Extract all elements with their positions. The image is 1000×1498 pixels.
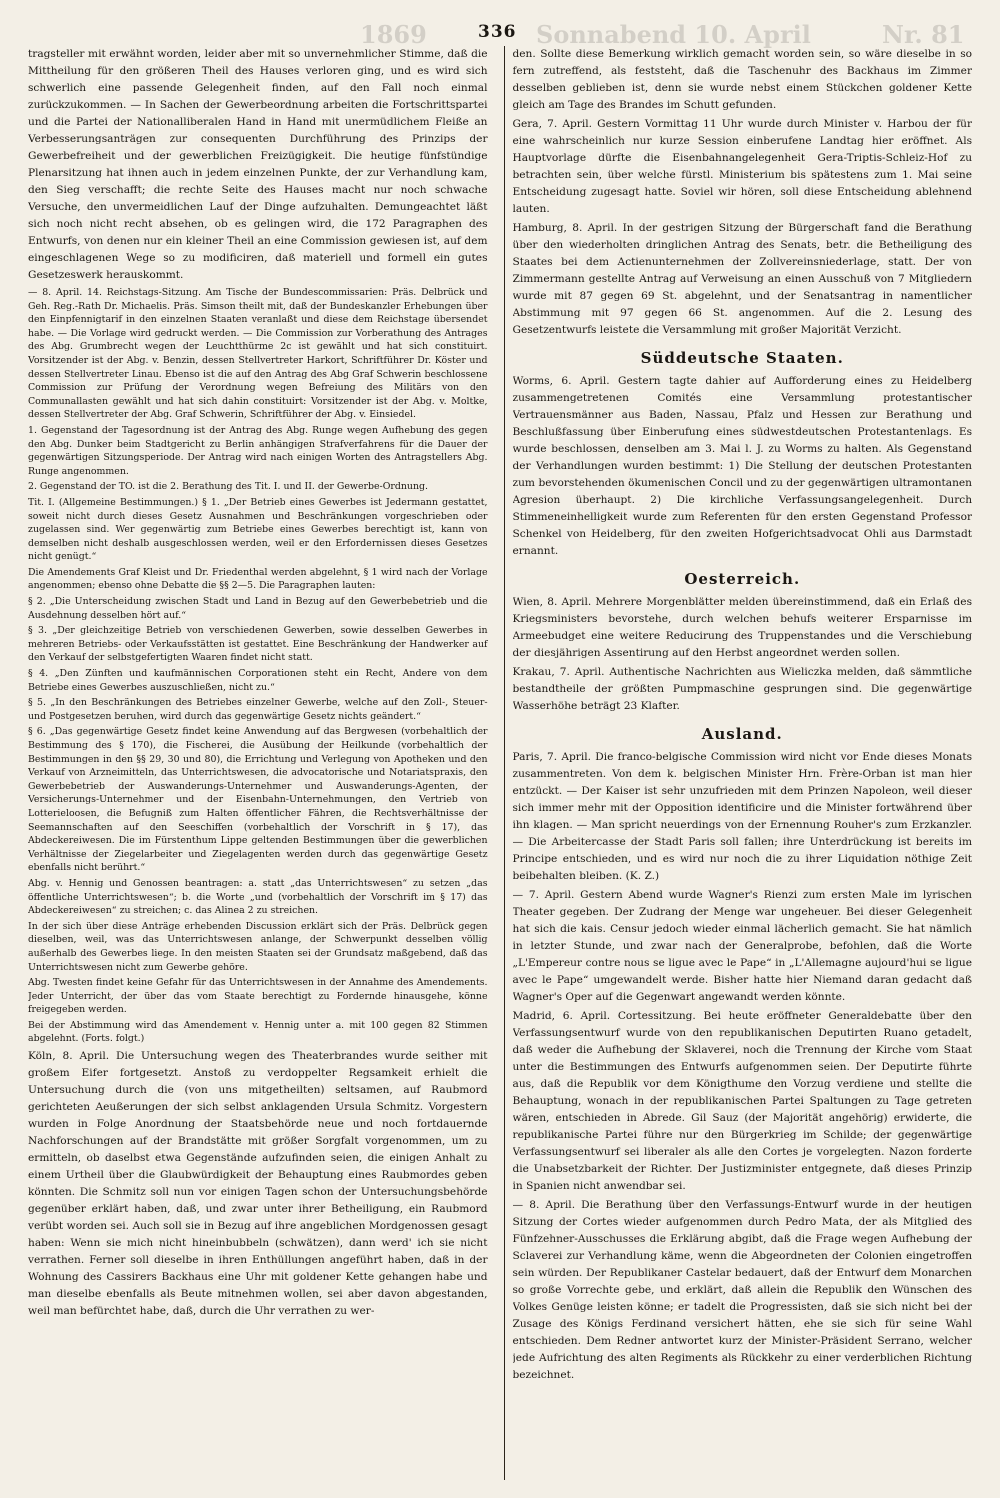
paragraph: — 8. April. 14. Reichstags-Sitzung. Am Tische der Bundescommissarien: Präs. Delbrück und Geh. Reg.-Rath Dr. Michaelis. Präs. Simson theilt mit, daß der Bundeskanzler Erhebungen über den Einpfennigtarif in den einzelnen Staaten veranlaßt und diese dem Reichstage übersendet habe. — Die Vorlage wird gedruckt werden. — Die Commission zur Vorberathung des Antrages des Abg. Grumbrecht wegen der Leuchtthürme 2c ist gewählt und hat sich constituirt. Vorsitzender ist der Abg. v. Benzin, dessen Stellvertreter Harkort, Schriftführer Dr. Köster und dessen Stellvertreter Linau. Ebenso ist die auf den Antrag des Abg Graf Schwerin beschlossene Commission zur Prüfung der Verordnung wegen Befreiung des Militärs von den Communallasten gewählt und hat sich dahin constituirt: Vorsitzender ist der Abg. v. Moltke, dessen Stellvertreter der Abg. Graf Schwerin, Schriftführer der Abg. v. Einsiedel. (28, 287, 488, 421)
paragraph: Abg. v. Hennig und Genossen beantragen: a. statt „das Unterrichtswesen“ zu setzen „das öffentliche Unterrichtswesen“; b. die Worte „und (vorbehaltlich der Vorschrift im § 17) das Abdeckereiwesen“ zu streichen; c. das Alinea 2 zu streichen. (28, 877, 488, 917)
paragraph: 2. Gegenstand der TO. ist die 2. Berathung des Tit. I. und II. der Gewerbe-Ordnung. (28, 481, 428, 493)
paragraph: § 5. „In den Beschränkungen des Betriebes einzelner Gewerbe, welche auf den Zoll-, Steuer- und Postgesetzen beruhen, wird durch das gegenwärtige Gesetz nichts geändert.“ (28, 697, 488, 722)
paragraph: Wien, 8. April. Mehrere Morgenblätter melden übereinstimmend, daß ein Erlaß des Kriegsministers bevorstehe, durch welchen behufs weiterer Ersparnisse im Armeebudget eine weitere Reducirung des Truppenstandes und die Verschiebung der diesjährigen Assentirung auf den Herbst angeordnet werden sollen. (512, 596, 973, 659)
paragraph: Bei der Abstimmung wird das Amendement v. Hennig unter a. mit 100 gegen 82 Stimmen abgelehnt. (Forts. folgt.) (28, 1019, 488, 1045)
paragraph: tragsteller mit erwähnt worden, leider aber mit so unvernehmlicher Stimme, daß die Mittheilung für den größeren Theil des Hauses verloren ging, und es wird sich schwerlich eine passende Gelegenheit finden, auf den Fall noch einmal zurückzukommen. — In Sachen der Gewerbeordnung arbeiten die Fortschrittspartei und die Partei der Nationalliberalen Hand in Hand mit unermüdlichem Fleiße an Verbesserungsanträgen zur consequenten Durchführung des Prinzips der Gewerbefreiheit und der gewerblichen Freizügigkeit. Die heutige fünfstündige Plenarsitzung hat ihnen auch in jedem einzelnen Punkte, der zur Verhandlung kam, den Sieg verschafft; die rechte Seite des Hauses macht nur noch schwache Versuche, den unvermeidlichen Lauf der Dinge aufzuhalten. Demungeachtet läßt sich noch nicht recht absehen, ob es gelingen wird, die 172 Paragraphen des Entwurfs, von denen nur ein kleiner Theil an eine Commission gewiesen ist, auf dem eingeschlagenen Wege so zu modificiren, daß materiell und formell ein gutes Gesetzeswerk herauskommt. (28, 48, 488, 281)
paragraph: § 3. „Der gleichzeitige Betrieb von verschiedenen Gewerben, sowie desselben Gewerbes in mehreren Betriebs- oder Verkaufsstätten ist gestattet. Eine Beschränkung der Handwerker auf den Verkauf der selbstgefertigten Waaren findet nicht statt. (28, 625, 488, 664)
paragraph: Paris, 7. April. Die franco-belgische Commission wird nicht vor Ende dieses Monats zusammentreten. Von dem k. belgischen Minister Hrn. Frère-Orban ist man hier entzückt. — Der Kaiser ist sehr unzufrieden mit dem Prinzen Napoleon, weil dieser sich immer mehr mit der Opposition identificire und die Minister fortwährend über ihn klagen. — Man spricht neuerdings von der Ernennung Rouher's zum Erzkanzler. — Die Arbeitercasse der Stadt Paris soll fallen; ihre Unterdrückung ist bereits im Principe entschieden, und es wird nur noch die zu ihrer Liquidation nöthige Zeit beibehalten bleiben. (K. Z.) (512, 751, 973, 882)
left-column (28, 46, 488, 1480)
column-rule (504, 46, 505, 1480)
paragraph: § 4. „Den Zünften und kaufmännischen Corporationen steht ein Recht, Andere von dem Betriebe eines Gewerbes auszuschließen, nicht zu.“ (28, 668, 488, 693)
paragraph: den. Sollte diese Bemerkung wirklich gemacht worden sein, so wäre dieselbe in so fern zutreffend, als feststeht, daß die Taschenuhr des Backhaus im Zimmer desselben geblieben ist, denn sie wurde nebst einem Stückchen goldener Kette gleich am Tage des Brandes im Schutt gefunden. (512, 48, 973, 111)
paragraph: 1. Gegenstand der Tagesordnung ist der Antrag des Abg. Runge wegen Aufhebung des gegen den Abg. Dunker beim Stadtgericht zu Berlin anhängigen Strafverfahrens für die Dauer der gegenwärtigen Sitzungsperiode. Der Antrag wird nach einigen Worten des Antragstellers Abg. Runge angenommen. (28, 424, 488, 477)
paragraph: § 2. „Die Unterscheidung zwischen Stadt und Land in Bezug auf den Gewerbebetrieb und die Ausdehnung desselben hört auf.“ (28, 596, 488, 621)
paragraph: — 8. April. Die Berathung über den Verfassungs-Entwurf wurde in der heutigen Sitzung der Cortes wieder aufgenommen durch Pedro Mata, der als Mitglied des Fünfzehner-Ausschusses die Erklärung abgibt, daß die Frage wegen Aufhebung der Sclaverei zur Verhandlung käme, wenn die Abgeordneten der Colonien eingetroffen sein würden. Der Republikaner Castelar bedauert, daß der Entwurf dem Monarchen so große Vorrechte gebe, und erklärt, daß allein die Republik den Wünschen des Volkes Genüge leisten könne; er tadelt die Progressisten, daß sie sich nicht bei der Zusage des Königs Ferdinand versichert hätten, ehe sie sich für seine Wahl entschieden. Dem Redner antwortet kurz der Minister-Präsident Serrano, welcher jede Aufrichtung des alten Regiments als Rückkehr zu einer verderblichen Richtung bezeichnet. (512, 1199, 973, 1381)
paragraph: Tit. I. (Allgemeine Bestimmungen.) § 1. „Der Betrieb eines Gewerbes ist Jedermann gestattet, soweit nicht durch dieses Gesetz Ausnahmen und Beschränkungen vorgeschrieben oder zugelassen sind. Wer gegenwärtig zum Betriebe eines Gewerbes berechtigt ist, kann von demselben nicht deshalb ausgeschlossen werden, weil er den Erfordernissen dieses Gesetzes nicht genügt.“ (28, 496, 488, 563)
section-heading: Ausland. (701, 725, 783, 743)
bleed-through-date: Sonnabend 10. April (536, 20, 811, 49)
paragraph: § 6. „Das gegenwärtige Gesetz findet keine Anwendung auf das Bergwesen (vorbehaltlich der Bestimmung des § 170), die Fischerei, die Ausübung der Heilkunde (vorbehaltlich der Bestimmungen in den §§ 29, 30 und 80), die Errichtung und Verlegung von Apotheken und den Verkauf von Arzneimitteln, das Unterrichtswesen, die advocatorische und Notariatspraxis, den Gewerbebetrieb der Auswanderungs-Unternehmer und Auswanderungs-Agenten, der Versicherungs-Unternehmer und der Eisenbahn-Unternehmungen, den Vertrieb von Lotterieloosen, die Befugniß zum Halten öffentlicher Fähren, die Rechtsverhältnisse der Seemannschaften auf den Seeschiffen (vorbehaltlich der Vorschrift in § 17), das Abdeckereiwesen. Die im Fürstenthum Lippe geltenden Bestimmungen über die gewerblichen Verhältnisse der Ziegelarbeiter und Ziegelagenten werden durch das gegenwärtige Gesetz ebenfalls nicht berührt.“ (28, 726, 488, 874)
paragraph: Madrid, 6. April. Cortessitzung. Bei heute eröffneter Generaldebatte über den Verfassungsentwurf wurde von den republikanischen Deputirten Ruano getadelt, daß weder die Aufhebung der Sklaverei, noch die Trennung der Kirche vom Staat unter die Bestimmungen des Entwurfs aufgenommen seien. Der Deputirte führte aus, daß die Republik vor dem Königthume den Vorzug verdiene und stellte die Behauptung, wonach in der republikanischen Partei Spaltungen zu Tage getreten wären, entschieden in Abrede. Gil Sauz (der Majorität angehörig) erwiderte, die republikanische Partei führe nur den Bürgerkrieg im Schilde; der gegenwärtige Verfassungsentwurf sei liberaler als alle den Cortes je vorgelegten. Nazon forderte die Unabsetzbarkeit der Richter. Der Justizminister entgegnete, daß dieses Prinzip in Spanien nicht anwendbar sei. (512, 1010, 973, 1192)
section-heading: Süddeutsche Staaten. (640, 349, 844, 367)
section-heading: Oesterreich. (684, 570, 801, 588)
right-column (513, 46, 973, 1480)
paragraph: Köln, 8. April. Die Untersuchung wegen des Theaterbrandes wurde seither mit großem Eifer fortgesetzt. Anstoß zu verdoppelter Regsamkeit erhielt die Untersuchung durch die (von uns mitgetheilten) seltsamen, auf Raubmord gerichteten Aeußerungen der sich selbst anklagenden Ursula Schmitz. Vorgestern wurden in Folge Anordnung der Staatsbehörde neue und noch fortdauernde Nachforschungen auf der Brandstätte mit größer Sorgfalt vorgenommen, um zu ermitteln, ob daselbst etwa Gegenstände aufzufinden seien, die einigen Anhalt zu einem Urtheil über die Glaubwürdigkeit der Behauptung eines Raubmordes geben könnten. Die Schmitz soll nun vor einigen Tagen schon der Untersuchungsbehörde gegenüber erklärt haben, daß, und zwar unter ihrer Betheiligung, ein Raubmord verübt worden sei. Auch soll sie in Bezug auf ihre angeblichen Mordgenossen gesagt haben: Wenn sie mich nicht hineinbubbeln (schwätzen), dann werd' ich sie nicht verrathen. Ferner soll dieselbe in ihren Enthüllungen angeführt haben, daß in der Wohnung des Cassirers Backhaus eine Uhr mit goldener Kette gehangen habe und man dieselbe ebenfalls als Beute mitnehmen wollen, sei aber davon abgestanden, weil man befürchtet habe, daß, durch die Uhr verrathen zu wer- (28, 1050, 488, 1318)
paragraph: Hamburg, 8. April. In der gestrigen Sitzung der Bürgerschaft fand die Berathung über den wiederholten dringlichen Antrag des Senats, betr. die Betheiligung des Staates bei dem Actienunternehmen der Zollvereinsniederlage, statt. Der von Zimmermann gestellte Antrag auf Verweisung an einen Ausschuß von 7 Mitgliedern wurde mit 87 gegen 69 St. abgelehnt, und der Senatsantrag in namentlicher Abstimmung mit 97 gegen 66 St. angenommen. Auf die 2. Lesung des Gesetzentwurfs leistete die Versammlung mit großer Majorität Verzicht. (512, 222, 973, 336)
paragraph: Die Amendements Graf Kleist und Dr. Friedenthal werden abgelehnt, § 1 wird nach der Vorlage angenommen; ebenso ohne Debatte die §§ 2—5. Die Paragraphen lauten: (28, 566, 488, 592)
paragraph: Gera, 7. April. Gestern Vormittag 11 Uhr wurde durch Minister v. Harbou der für eine wahrscheinlich nur kurze Session einberufene Landtag hier eröffnet. Als Hauptvorlage dürfte die Eisenbahnangelegenheit Gera-Triptis-Schleiz-Hof zu betrachten sein, über welche fürstl. Ministerium bis spätestens zum 1. Mai seine Entscheidung zugesagt hatte. Soviel wir hören, soll diese Entscheidung ablehnend lauten. (512, 118, 973, 215)
paragraph: In der sich über diese Anträge erhebenden Discussion erklärt sich der Präs. Delbrück gegen dieselben, weil, was das Unterrichtswesen anlange, der Schwerpunkt desselben völlig außerhalb des Gewerbes liege. In den meisten Staaten sei der Grundsatz maßgebend, daß das Unterrichtswesen nicht zum Gewerbe gehöre. (28, 920, 488, 973)
paragraph: Abg. Twesten findet keine Gefahr für das Unterrichtswesen in der Annahme des Amendements. Jeder Unterricht, der über das vom Staate berechtigt zu Fordernde hinausgehe, könne freigegeben werden. (28, 977, 488, 1016)
bleed-through-issue: Nr. 81 (882, 20, 965, 49)
paragraph: Krakau, 7. April. Authentische Nachrichten aus Wieliczka melden, daß sämmtliche bestandtheile der größten Pumpmaschine gesprungen sind. Die gegenwärtige Wasserhöhe beträgt 23 Klafter. (512, 666, 973, 712)
page-number: 336 (478, 22, 517, 42)
paragraph: Worms, 6. April. Gestern tagte dahier auf Aufforderung eines zu Heidelberg zusammengetretenen Comités eine Versammlung protestantischer Vertrauensmänner aus Baden, Nassau, Pfalz und Hessen zur Berathung und Beschlußfassung über Einberufung eines südwestdeutschen Protestantenlags. Es wurde beschlossen, denselben am 3. Mai l. J. zu Worms zu halten. Als Gegenstand der Verhandlungen wurden bestimmt: 1) Die Stellung der deutschen Protestanten zum bevorstehenden ökumenischen Concil und zu der gegenwärtigen ultramontanen Agresion überhaupt. 2) Die kirchliche Verfassungsangelegenheit. Durch Stimmeneinhelligkeit wurde zum Referenten für den ersten Gegenstand Professor Schenkel von Heidelberg, für den zweiten Hofgerichtsadvocat Ohli aus Darmstadt ernannt. (512, 375, 973, 557)
bleed-through-year: 1869 (360, 20, 427, 49)
text-columns (28, 46, 972, 1480)
paragraph: — 7. April. Gestern Abend wurde Wagner's Rienzi zum ersten Male im lyrischen Theater gegeben. Der Zudrang der Menge war ungeheuer. Bei dieser Gelegenheit hat sich die kais. Censur jedoch wieder einmal lächerlich gemacht. Sie hat nämlich in letzter Stunde, und zwar nach der Generalprobe, befohlen, daß die Worte „L'Empereur contre nous se ligue avec le Pape“ in „L'Allemagne aujourd'hui se ligue avec le Pape“ umgewandelt werde. Bisher hatte hier Niemand daran gedacht daß Wagner's Oper auf die Gegenwart angewandt werden könnte. (512, 889, 973, 1003)
